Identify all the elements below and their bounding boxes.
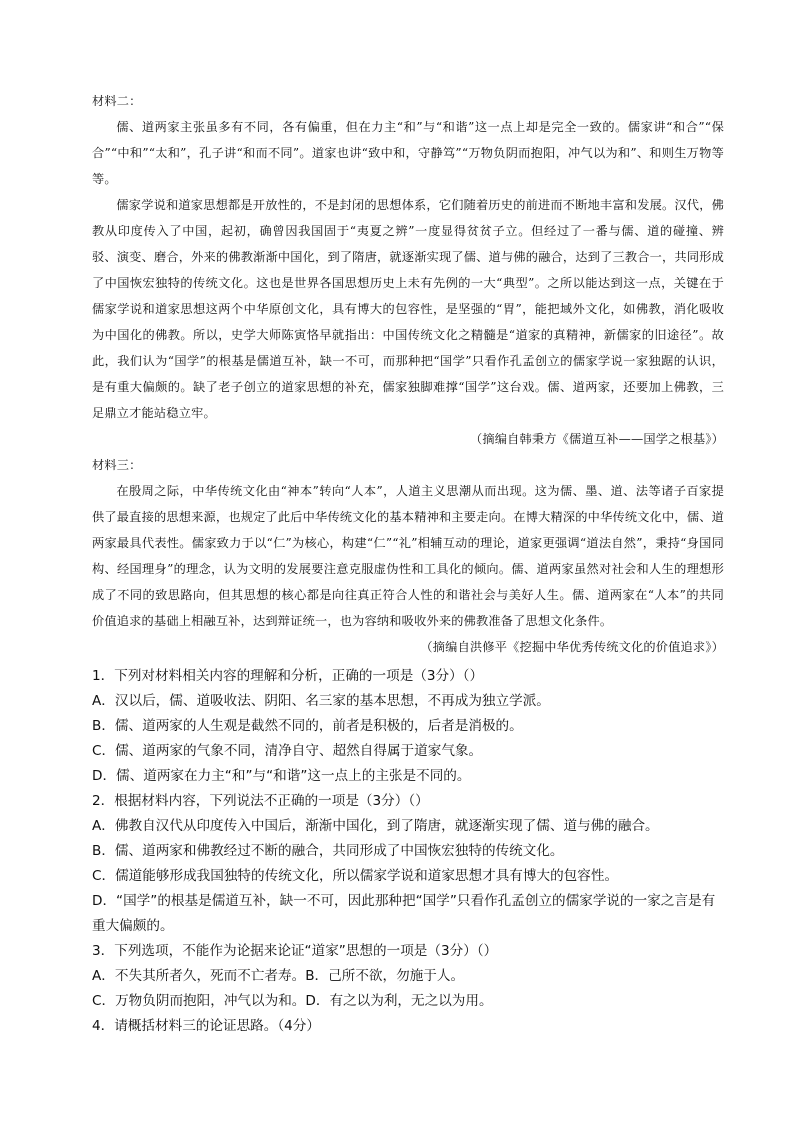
question-1-option-d: D．儒、道两家在力主“和”与“和谐”这一点上的主张是不同的。 xyxy=(92,768,471,784)
material-two-paragraph-1: 儒、道两家主张虽多有不同，各有偏重，但在力主“和”与“和谐”这一点上却是完全一致的。儒家讲“和合”“保合”“中和”“太和”，孔子讲“和而不同”。道家也讲“致中和，守静笃”“万物负阴而抱阳，冲气以为和”、和则生万物等等。 xyxy=(92,120,724,186)
question-1-stem: 1．下列对材料相关内容的理解和分析，正确的一项是（3分）（） xyxy=(92,668,484,684)
material-two-paragraph-2: 儒家学说和道家思想都是开放性的，不是封闭的思想体系，它们随着历史的前进而不断地丰富和发展。汉代，佛教从印度传入了中国，起初，确曾因我国固于“夷夏之辨”一度显得贫贫子立。但经过了一番与儒、道的碰撞、辨驳、演变、磨合，外来的佛教渐渐中国化，到了隋唐，就逐渐实现了儒、道与佛的融合，达到了三教合一，共同形成了中国恢宏独特的传统文化。这也是世界各国思想历史上未有先例的一大“典型”。之所以能达到这一点，关键在于儒家学说和道家思想这两个中华原创文化，具有博大的包容性，是坚强的“胃”，能把域外文化，如佛教，消化吸收为中国化的佛教。所以，史学大师陈寅恪早就指出：中国传统文化之精髓是“道家的真精神，新儒家的旧途径”。故此，我们认为“国学”的根基是儒道互补，缺一不可，而那种把“国学”只看作孔孟创立的儒家学说一家独踞的认识，是有重大偏颇的。缺了老子创立的道家思想的补充，儒家独脚难撑“国学”这台戏。儒、道两家，还要加上佛教，三足鼎立才能站稳立牢。 xyxy=(92,198,724,420)
question-3-option-d: D．有之以为利，无之以为用。 xyxy=(305,993,493,1009)
material-two-title: 材料二： xyxy=(92,94,142,108)
material-three xyxy=(92,452,724,660)
question-3-option-c: C．万物负阴而抱阳，冲气以为和。 xyxy=(92,993,306,1009)
exam-page xyxy=(92,88,724,1039)
material-three-source: （摘编自洪修平《挖掘中华优秀传统文化的价值追求》） xyxy=(420,640,724,654)
question-1-option-b: B．儒、道两家的人生观是截然不同的，前者是积极的，后者是消极的。 xyxy=(92,718,523,734)
question-3-options-row-1 xyxy=(92,964,724,989)
question-list xyxy=(92,664,724,1039)
question-3-option-a: A．不失其所者久，死而不亡者寿。 xyxy=(92,968,306,984)
material-two-source: （摘编自韩秉方《儒道互补——国学之根基》） xyxy=(469,432,724,446)
material-three-title: 材料三： xyxy=(92,458,142,472)
material-three-paragraph-1: 在殷周之际，中华传统文化由“神本”转向“人本”，人道主义思潮从而出现。这为儒、墨、道、法等诸子百家提供了最直接的思想来源，也规定了此后中华传统文化的基本精神和主要走向。在博大精深的中华传统文化中，儒、道两家最具代表性。儒家致力于以“仁”为核心，构建“仁”“礼”相辅互动的理论，道家更强调“道法自然”，秉持“身国同构、经国理身”的理念，认为文明的发展要注意克服虚伪性和工具化的倾向。儒、道两家虽然对社会和人生的理想形成了不同的致思路向，但其思想的核心都是向往真正符合人性的和谐社会与美好人生。儒、道两家在“人本”的共同价值追求的基础上相融互补，达到辩证统一，也为容纳和吸收外来的佛教准备了思想文化条件。 xyxy=(92,484,724,628)
material-two xyxy=(92,88,724,452)
question-2-option-b: B．儒、道两家和佛教经过不断的融合，共同形成了中国恢宏独特的传统文化。 xyxy=(92,843,564,859)
question-4-stem: 4．请概括材料三的论证思路。（4分） xyxy=(92,1018,320,1034)
question-3-stem: 3．下列选项，不能作为论据来论证“道家”思想的一项是（3分）（） xyxy=(92,943,498,959)
question-2-option-d: D．“国学”的根基是儒道互补，缺一不可，因此那种把“国学”只看作孔孟创立的儒家学说的一家之言是有重大偏颇的。 xyxy=(92,893,716,934)
question-2-stem: 2．根据材料内容，下列说法不正确的一项是（3分）（） xyxy=(92,793,429,809)
question-2-option-a: A．佛教自汉代从印度传入中国后，渐渐中国化，到了隋唐，就逐渐实现了儒、道与佛的融合。 xyxy=(92,818,659,834)
question-3-options-row-2 xyxy=(92,989,724,1014)
question-3-option-b: B．己所不欲，勿施于人。 xyxy=(305,968,465,984)
question-1-option-a: A．汉以后，儒、道吸收法、阴阳、名三家的基本思想，不再成为独立学派。 xyxy=(92,693,550,709)
question-2-option-c: C．儒道能够形成我国独特的传统文化，所以儒家学说和道家思想才具有博大的包容性。 xyxy=(92,868,619,884)
question-1-option-c: C．儒、道两家的气象不同，清净自守、超然自得属于道家气象。 xyxy=(92,743,483,759)
